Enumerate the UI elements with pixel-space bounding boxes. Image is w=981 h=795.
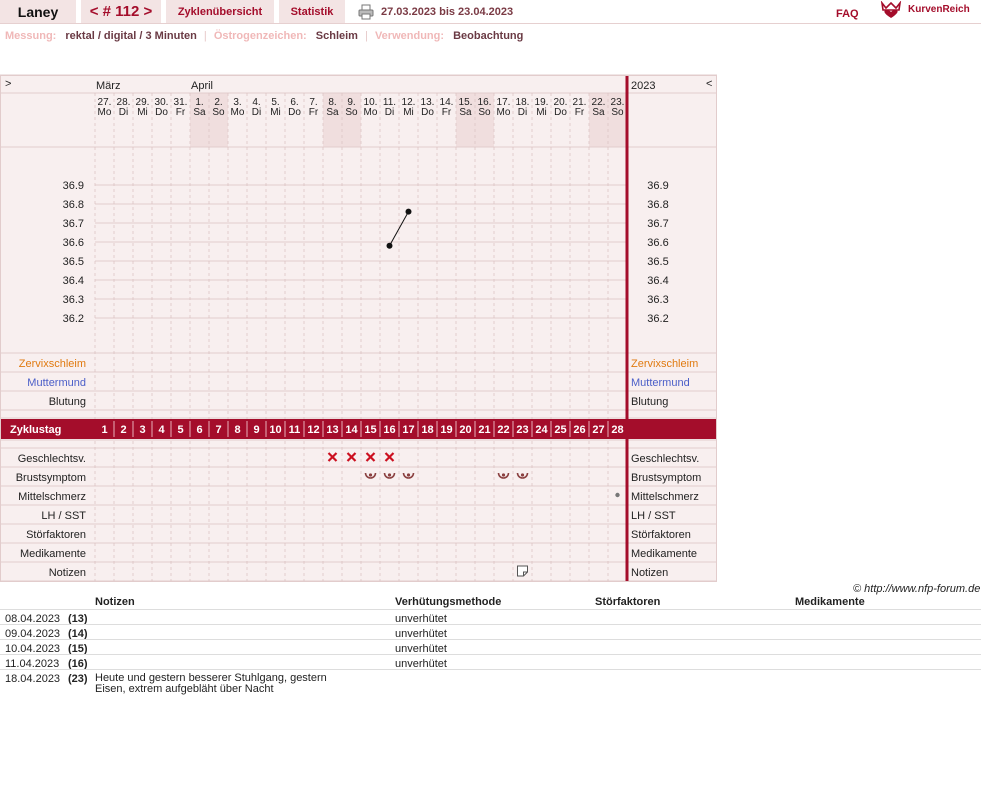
extra-row-label-left: Brustsymptom [15,472,86,484]
day-date-label: 22. [591,97,606,108]
notes-row [0,669,981,697]
temperature-tick-left: 36.9 [62,180,84,192]
notes-row [0,654,981,669]
extra-row-label-right: Störfaktoren [631,529,691,541]
day-date-label: 21. [572,97,587,108]
observation-row-label-right: Blutung [631,396,669,408]
day-weekday-label: Di [384,107,395,118]
day-weekday-label: Di [251,107,262,118]
note-method: unverhütet [395,628,447,640]
day-weekday-label: Sa [193,107,206,118]
extra-row-label-left: Geschlechtsv. [17,453,86,465]
note-cycle-day: (13) [68,613,88,625]
cycle-day-number: 3 [139,424,146,436]
observation-row-label-right: Zervixschleim [631,358,699,370]
faq-link[interactable]: FAQ [836,8,859,20]
breast-symptom-dot [502,473,505,476]
cycle-day-number: 22 [497,424,510,436]
temperature-tick-left: 36.4 [62,275,84,287]
day-date-label: 28. [116,97,131,108]
day-date-label: 15. [458,97,473,108]
cycle-day-number: 10 [269,424,282,436]
usage-label: Verwendung: [374,30,445,42]
cycle-date-range: 27.03.2023 bis 23.04.2023 [381,6,514,18]
copyright-text: © http://www.nfp-forum.de [853,583,981,595]
day-weekday-label: Do [421,107,434,118]
day-weekday-label: So [345,107,358,118]
breast-symptom-dot [521,473,524,476]
estrogen-label: Östrogenzeichen: [213,30,307,42]
note-cycle-day: (15) [68,643,88,655]
temperature-tick-right: 36.5 [647,256,669,268]
note-text: Heute und gestern besserer Stuhlgang, gestern Eisen, extrem aufgebläht über Nacht [95,672,327,695]
day-date-label: 6. [290,97,299,108]
extra-row-label-right: Brustsymptom [631,472,702,484]
observation-row-label-left: Muttermund [27,377,86,389]
cycle-day-number: 24 [535,424,548,436]
cycle-day-number: 19 [440,424,453,436]
temperature-tick-right: 36.8 [647,199,669,211]
cycle-day-number: 9 [253,424,260,436]
cycle-day-number: 23 [516,424,529,436]
cycle-day-number: 11 [288,424,301,436]
cycle-day-number: 13 [326,424,339,436]
temperature-tick-left: 36.5 [62,256,84,268]
cycle-day-number: 18 [421,424,434,436]
day-weekday-label: Fr [175,107,186,118]
extra-row-label-left: Mittelschmerz [18,491,86,503]
day-weekday-label: Mo [230,107,245,118]
temperature-tick-left: 36.7 [62,218,84,230]
day-date-label: 12. [401,97,416,108]
top-navigation-bar [0,0,981,24]
day-date-label: 1. [195,97,204,108]
user-name-tab[interactable]: Laney [0,0,76,23]
day-date-label: 27. [97,97,112,108]
day-weekday-label: Mi [137,107,148,118]
day-date-label: 17. [496,97,511,108]
cycle-day-number: 6 [196,424,203,436]
temperature-tick-right: 36.6 [647,237,669,249]
notes-header-1: Verhütungsmethode [395,596,502,608]
day-date-label: 19. [534,97,549,108]
day-weekday-label: Sa [592,107,605,118]
notes-header-2: Störfaktoren [595,596,661,608]
cycle-day-number: 25 [554,424,567,436]
note-method: unverhütet [395,643,447,655]
day-weekday-label: Fr [308,107,319,118]
day-weekday-label: Mo [496,107,511,118]
measurement-info-line [5,30,523,42]
temperature-tick-left: 36.8 [62,199,84,211]
temperature-tick-left: 36.6 [62,237,84,249]
temperature-tick-right: 36.7 [647,218,669,230]
day-weekday-label: Di [517,107,528,118]
day-weekday-label: Mi [536,107,547,118]
day-weekday-label: Do [288,107,301,118]
note-date: 11.04.2023 [5,658,60,670]
day-weekday-label: Do [155,107,168,118]
day-date-label: 11. [382,97,397,108]
cycle-day-number: 16 [383,424,396,436]
day-date-label: 5. [271,97,280,108]
notes-row [0,639,981,654]
tab-cycle-overview[interactable]: Zyklenübersicht [166,0,274,23]
breast-symptom-dot [369,473,372,476]
day-weekday-label: Mi [403,107,414,118]
cycle-day-label: Zyklustag [10,424,62,436]
day-date-label: 14. [439,97,454,108]
day-weekday-label: Mi [270,107,281,118]
day-weekday-label: Sa [326,107,339,118]
chart-background [0,75,717,582]
day-date-label: 23. [610,97,625,108]
cycle-day-number: 21 [478,424,491,436]
day-date-label: 7. [309,97,318,108]
separator: | [365,30,368,42]
note-cycle-day: (23) [68,673,88,685]
notes-header-3: Medikamente [795,596,865,608]
cycle-day-number: 12 [307,424,320,436]
day-date-label: 9. [347,97,356,108]
day-date-label: 4. [252,97,261,108]
prev-cycle-button[interactable]: > [5,78,12,90]
day-date-label: 2. [214,97,223,108]
cycle-day-number: 1 [101,424,108,436]
extra-row-label-left: LH / SST [41,510,86,522]
extra-row-label-right: Medikamente [631,548,698,560]
notes-row [0,609,981,624]
extra-row-label-right: LH / SST [631,510,676,522]
cycle-day-number: 14 [345,424,358,436]
day-weekday-label: Mo [363,107,378,118]
day-date-label: 3. [233,97,242,108]
day-weekday-label: So [212,107,225,118]
note-date: 09.04.2023 [5,628,61,640]
day-date-label: 31. [173,97,188,108]
year-label: 2023 [631,80,656,92]
tab-statistics[interactable]: Statistik [279,0,345,23]
extra-row-label-right: Notizen [631,567,669,579]
breast-symptom-dot [388,473,391,476]
usage-value: Beobachtung [453,30,524,42]
cycle-day-number: 8 [234,424,241,436]
day-weekday-label: Do [554,107,567,118]
month-label: April [191,80,214,92]
cycle-day-number: 17 [402,424,415,436]
observation-row-label-right: Muttermund [631,377,690,389]
notes-header-0: Notizen [95,596,135,608]
temperature-tick-left: 36.3 [62,294,84,306]
extra-row-label-left: Notizen [48,567,86,579]
estrogen-value: Schleim [315,30,358,42]
next-cycle-button[interactable]: < [706,78,713,90]
mittelschmerz-mark[interactable] [615,493,619,497]
cycle-day-number: 26 [573,424,586,436]
cycle-day-number: 5 [177,424,184,436]
extra-row-label-left: Medikamente [19,548,86,560]
day-date-label: 16. [477,97,492,108]
temperature-point[interactable] [387,243,393,249]
observation-row-label-left: Blutung [48,396,86,408]
cycle-navigator[interactable]: < # 112 > [81,0,161,23]
day-weekday-label: Fr [574,107,585,118]
day-date-label: 18. [515,97,530,108]
printer-icon[interactable] [358,4,374,20]
extra-row-label-right: Mittelschmerz [631,491,699,503]
observation-row-label-left: Zervixschleim [18,358,86,370]
breast-symptom-dot [407,473,410,476]
note-date: 10.04.2023 [5,643,61,655]
day-weekday-label: So [478,107,491,118]
temperature-tick-right: 36.3 [647,294,669,306]
heart-crown-icon [880,1,902,19]
extra-row-label-right: Geschlechtsv. [631,453,700,465]
day-date-label: 8. [328,97,337,108]
notes-row [0,624,981,639]
day-date-label: 29. [135,97,150,108]
temperature-point[interactable] [406,209,412,215]
day-date-label: 10. [363,97,378,108]
temperature-tick-right: 36.4 [647,275,669,287]
note-method: unverhütet [395,658,447,670]
cycle-day-number: 28 [611,424,624,436]
cycle-day-number: 15 [364,424,377,436]
note-cycle-day: (14) [68,628,88,640]
logo-text[interactable]: KurvenReich [908,4,970,15]
cycle-day-number: 27 [592,424,605,436]
note-method: unverhütet [395,613,447,625]
month-label: März [96,80,121,92]
cycle-day-number: 7 [215,424,222,436]
day-weekday-label: Di [118,107,129,118]
day-weekday-label: Sa [459,107,472,118]
day-weekday-label: Mo [97,107,112,118]
day-date-label: 13. [420,97,435,108]
cycle-day-number: 2 [120,424,127,436]
cycle-day-number: 20 [459,424,472,436]
day-date-label: 30. [154,97,169,108]
temperature-tick-right: 36.2 [647,313,669,325]
cycle-day-bar-right [627,419,717,439]
measurement-label: Messung: [5,30,57,42]
note-date: 08.04.2023 [5,613,61,625]
day-weekday-label: Fr [441,107,452,118]
extra-row-label-left: Störfaktoren [26,529,86,541]
separator: | [203,30,207,42]
day-date-label: 20. [553,97,568,108]
temperature-tick-left: 36.2 [62,313,84,325]
note-cycle-day: (16) [68,658,88,670]
measurement-value: rektal / digital / 3 Minuten [65,30,197,42]
cycle-day-number: 4 [158,424,165,436]
day-weekday-label: So [611,107,624,118]
note-date: 18.04.2023 [5,673,61,685]
temperature-tick-right: 36.9 [647,180,669,192]
